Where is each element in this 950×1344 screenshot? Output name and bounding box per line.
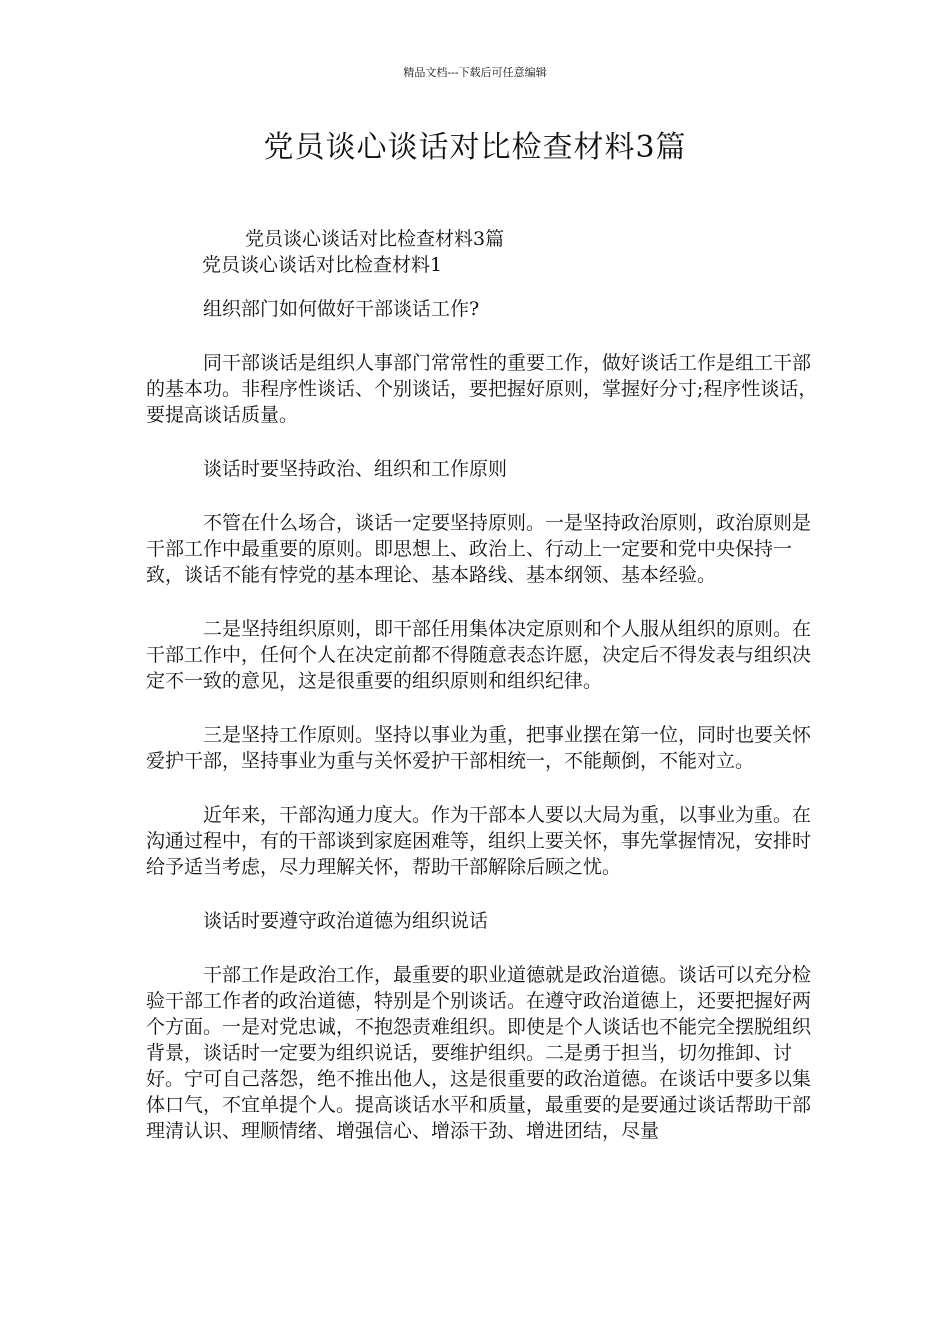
document-subtitle: 党员谈心谈话对比检查材料3篇 [245, 228, 505, 250]
paragraph-heading: 谈话时要遵守政治道德为组织说话 [203, 910, 489, 932]
paragraph-heading: 谈话时要坚持政治、组织和工作原则 [203, 458, 508, 480]
document-body [146, 296, 826, 1172]
paragraph: 二是坚持组织原则，即干部任用集体决定原则和个人服从组织的原则。在干部工作中，任何个人在决定前都不得随意表态许愿，决定后不得发表与组织决定不一致的意见，这是很重要的组织原则和组织纪律。 [146, 618, 812, 692]
page-header-note: 精品文档---下载后可任意编辑 [403, 66, 547, 79]
paragraph: 同干部谈话是组织人事部门常常性的重要工作，做好谈话工作是组工干部的基本功。非程序性谈话、个别谈话，要把握好原则，掌握好分寸;程序性谈话，要提高谈话质量。 [146, 352, 818, 426]
paragraph: 三是坚持工作原则。坚持以事业为重，把事业摆在第一位，同时也要关怀爱护干部，坚持事业为重与关怀爱护干部相统一，不能颠倒，不能对立。 [146, 724, 812, 772]
paragraph: 不管在什么场合，谈话一定要坚持原则。一是坚持政治原则，政治原则是干部工作中最重要的原则。即思想上、政治上、行动上一定要和党中央保持一致，谈话不能有悖党的基本理论、基本路线、基本纲领、基本经验。 [146, 512, 812, 586]
document-title: 党员谈心谈话对比检查材料3篇 [263, 130, 687, 165]
paragraph-heading: 组织部门如何做好干部谈话工作? [203, 298, 480, 320]
paragraph: 近年来，干部沟通力度大。作为干部本人要以大局为重，以事业为重。在沟通过程中，有的干部谈到家庭困难等，组织上要关怀，事先掌握情况，安排时给予适当考虑，尽力理解关怀，帮助干部解除后顾之忧。 [146, 804, 812, 878]
section-title: 党员谈心谈话对比检查材料1 [202, 254, 443, 276]
paragraph: 干部工作是政治工作，最重要的职业道德就是政治道德。谈话可以充分检验干部工作者的政治道德，特别是个别谈话。在遵守政治道德上，还要把握好两个方面。一是对党忠诚，不抱怨责难组织。即使是个人谈话也不能完全摆脱组织背景，谈话时一定要为组织说话，要维护组织。二是勇于担当，切勿推卸、讨好。宁可自己落怨，绝不推出他人，这是很重要的政治道德。在谈话中要多以集体口气，不宜单提个人。提高谈话水平和质量，最重要的是要通过谈话帮助干部理清认识、理顺情绪、增强信心、增添干劲、增进团结，尽量 [146, 964, 812, 1142]
